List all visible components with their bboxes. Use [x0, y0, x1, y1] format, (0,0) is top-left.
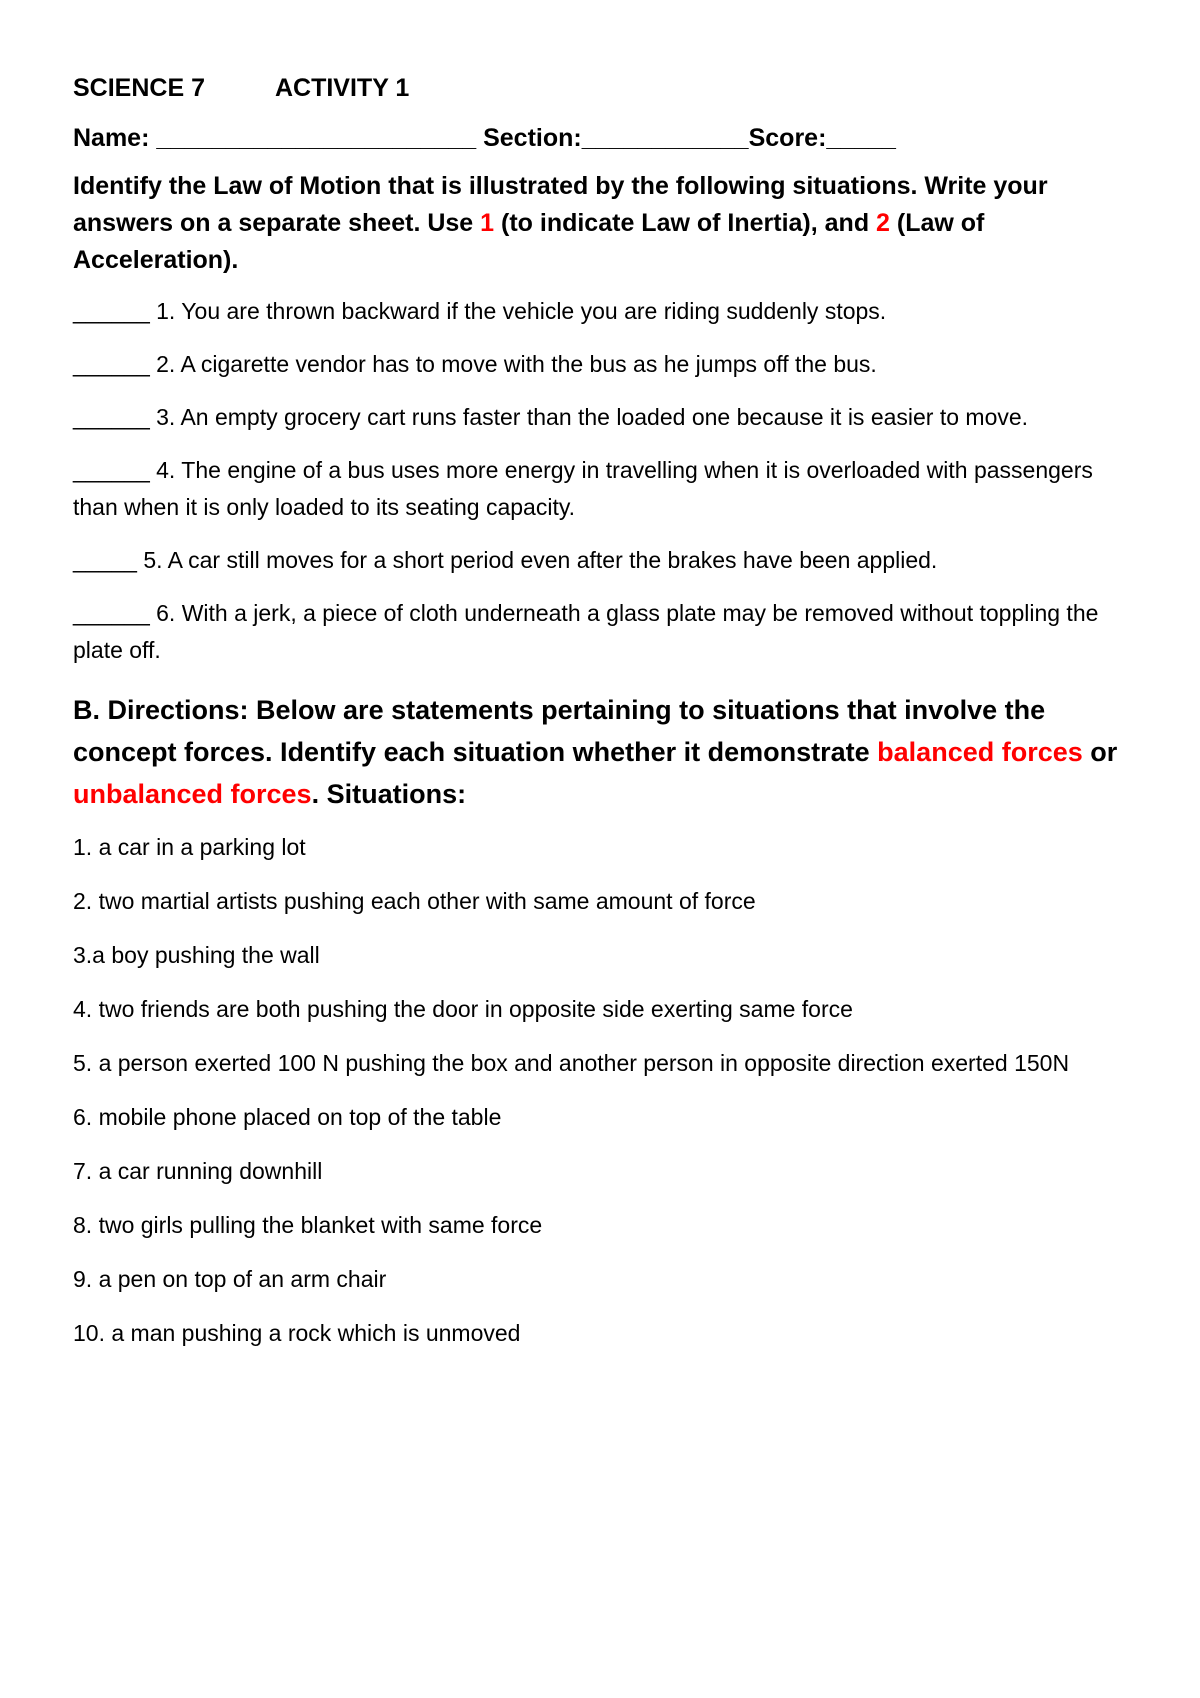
- unbalanced-forces-term: unbalanced forces: [73, 779, 312, 809]
- directions-text-1: B. Directions: Below are statements pertaining to situations that involve the concept forces. Identify each situation whether it demonstrate: [73, 695, 1046, 767]
- section-field[interactable]: ____________: [581, 124, 749, 152]
- directions-text-3: . Situations:: [311, 779, 467, 809]
- situation-item: 10. a man pushing a rock which is unmoved: [73, 1320, 521, 1346]
- answer-blank[interactable]: ______: [73, 351, 150, 377]
- section-label: Section:: [476, 124, 582, 152]
- part-a-instructions: [73, 168, 1143, 279]
- answer-blank[interactable]: ______: [73, 457, 150, 483]
- subject-title: SCIENCE 7: [73, 74, 205, 102]
- answer-blank[interactable]: _____: [73, 547, 137, 573]
- answer-blank[interactable]: ______: [73, 600, 150, 626]
- instruction-text-2: (to indicate Law of Inertia), and: [494, 209, 877, 237]
- question-text: 6. With a jerk, a piece of cloth underneath a glass plate may be removed without toppling the plate off.: [73, 600, 1099, 663]
- score-label: Score:: [748, 124, 827, 152]
- name-label: Name:: [73, 124, 150, 152]
- question-item: [73, 293, 1143, 330]
- worksheet-page: [73, 70, 1143, 1369]
- situation-item: 9. a pen on top of an arm chair: [73, 1266, 387, 1292]
- question-item: [73, 542, 1143, 579]
- situation-item: 3.a boy pushing the wall: [73, 942, 320, 968]
- name-field[interactable]: _______________________: [149, 124, 477, 152]
- situation-item: 7. a car running downhill: [73, 1158, 323, 1184]
- acceleration-number: 2: [876, 209, 890, 237]
- question-item: [73, 595, 1143, 669]
- question-item: [73, 346, 1143, 383]
- part-a-question-list: [73, 293, 1143, 669]
- situation-item: 2. two martial artists pushing each other with same amount of force: [73, 888, 756, 914]
- situation-item: 4. two friends are both pushing the door in opposite side exerting same force: [73, 996, 853, 1022]
- activity-title: ACTIVITY 1: [274, 74, 410, 102]
- instruction-text-3: (Law of Acceleration).: [73, 209, 985, 274]
- question-item: [73, 452, 1143, 526]
- situation-item: 1. a car in a parking lot: [73, 834, 306, 860]
- balanced-forces-term: balanced forces: [877, 737, 1083, 767]
- question-text: 3. An empty grocery cart runs faster than the loaded one because it is easier to move.: [149, 404, 1029, 430]
- question-text: 2. A cigarette vendor has to move with the bus as he jumps off the bus.: [149, 351, 877, 377]
- situation-item: 8. two girls pulling the blanket with same force: [73, 1212, 543, 1238]
- question-text: 1. You are thrown backward if the vehicle you are riding suddenly stops.: [149, 298, 887, 324]
- answer-blank[interactable]: ______: [73, 298, 150, 324]
- inertia-number: 1: [480, 209, 495, 237]
- part-b-directions: [73, 689, 1143, 815]
- instruction-text-1: Identify the Law of Motion that is illustrated by the following situations. Write your answers on a separate sheet. Use: [73, 172, 1048, 237]
- situation-item: 6. mobile phone placed on top of the table: [73, 1104, 502, 1130]
- question-text: 4. The engine of a bus uses more energy in travelling when it is overloaded with passengers than when it is only loaded to its seating capacity.: [73, 457, 1093, 520]
- question-text: 5. A car still moves for a short period even after the brakes have been applied.: [136, 547, 938, 573]
- answer-blank[interactable]: ______: [73, 404, 150, 430]
- question-item: [73, 399, 1143, 436]
- student-info-line: [73, 120, 1143, 156]
- part-b-situation-list: [73, 829, 1143, 1352]
- directions-text-2: or: [1082, 737, 1118, 767]
- situation-item: 5. a person exerted 100 N pushing the box and another person in opposite direction exerted 150N: [73, 1050, 1070, 1076]
- score-field[interactable]: _____: [826, 124, 896, 152]
- worksheet-heading: [73, 70, 1143, 106]
